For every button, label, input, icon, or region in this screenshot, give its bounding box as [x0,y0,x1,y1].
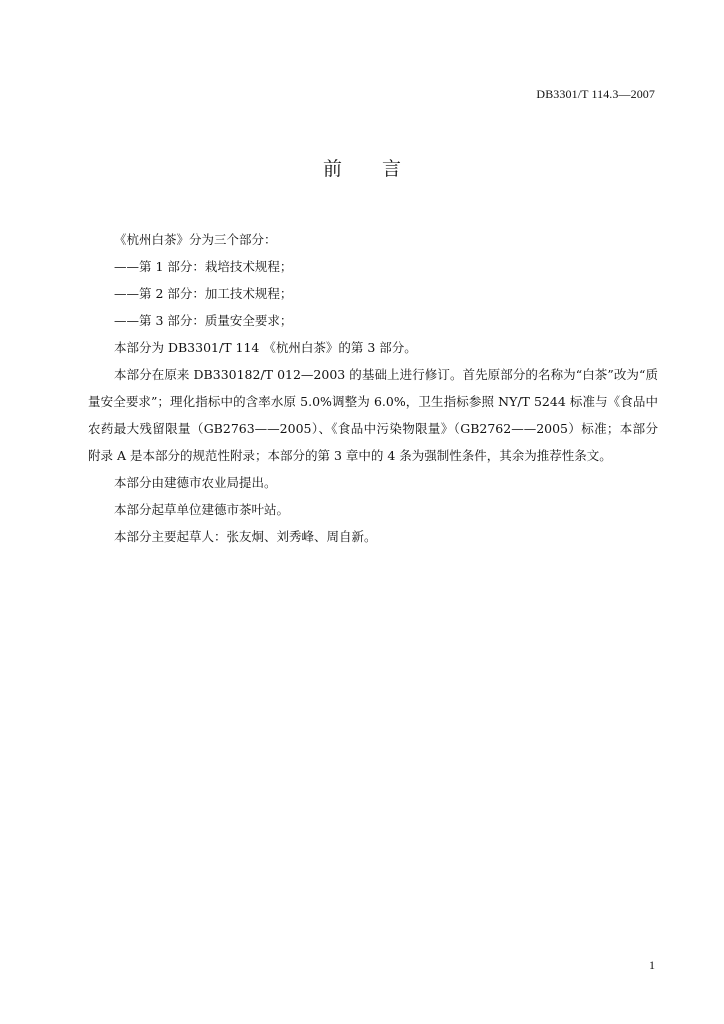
drafting-unit-paragraph: 本部分起草单位建德市茶叶站。 [114,502,290,517]
foreword-body [88,226,658,550]
revision-paragraph: 本部分在原来 DB330182/T 012—2003 的基础上进行修订。首先原部分的名称为“白茶”改为“质量安全要求”；理化指标中的含率水原 5.0%调整为 6.0%，卫生指标参照 NY/T 5244 标准与《食品中农药最大残留限量（GB2763——2005）、《食品中污染物限量》（GB2762——2005）标准；本部分附录 A 是本部分的规范性附录；本部分的第 3 章中的 4 条为强制性条件，其余为推荐性条文。 [88,367,658,463]
part-scope-paragraph: 本部分为 DB3301/T 114 《杭州白茶》的第 3 部分。 [114,340,417,355]
part-3-item: ——第 3 部分：质量安全要求； [114,313,293,328]
part-1-item: ——第 1 部分：栽培技术规程； [114,259,293,274]
document-code: DB3301/T 114.3—2007 [536,87,655,101]
part-2-item: ——第 2 部分：加工技术规程； [114,286,293,301]
page-title: 前言 [322,158,441,180]
page-number: 1 [649,958,655,972]
drafters-paragraph: 本部分主要起草人：张友炯、刘秀峰、周自新。 [114,529,377,544]
proposer-paragraph: 本部分由建德市农业局提出。 [114,475,277,490]
intro-paragraph: 《杭州白茶》分为三个部分： [114,232,277,247]
